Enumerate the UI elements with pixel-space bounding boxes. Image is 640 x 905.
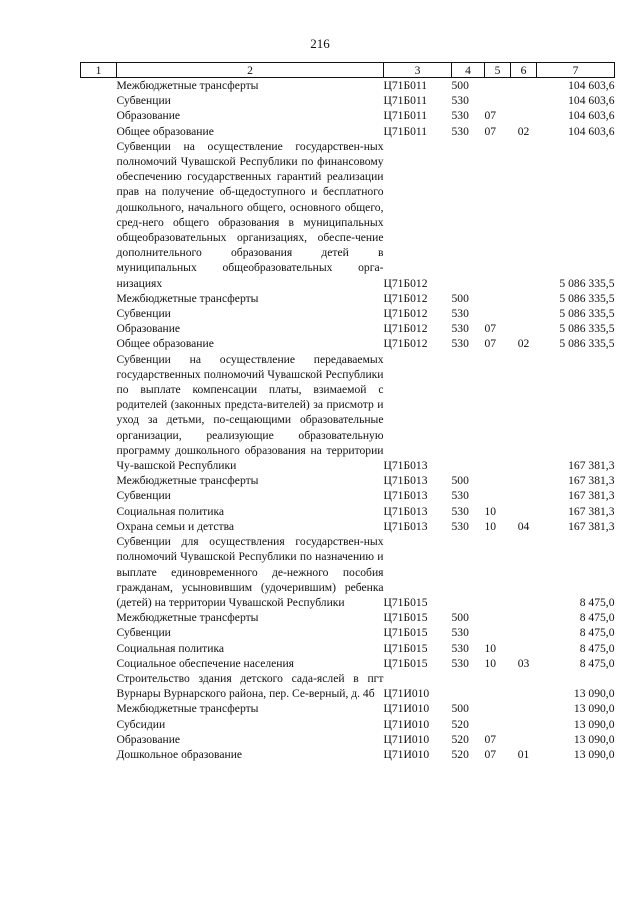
row-number-cell (81, 321, 117, 336)
row-sum: 167 381,3 (568, 504, 615, 518)
row-number-cell (81, 291, 117, 306)
header-col-6: 6 (511, 63, 537, 78)
row-section (485, 534, 511, 610)
row-target-code: Ц71Б012 (383, 307, 428, 321)
row-section: 10 (484, 504, 497, 518)
row-subsection (511, 321, 537, 336)
row-sum: 8 475,0 (579, 626, 615, 640)
table-row (81, 732, 615, 747)
row-name: Образование (116, 322, 181, 336)
row-name-cell (117, 732, 384, 747)
row-sum: 13 090,0 (573, 702, 615, 716)
row-target-code: Ц71Б012 (383, 291, 428, 305)
row-name: Субвенции (116, 307, 171, 321)
row-name-cell (117, 352, 384, 474)
table-row (81, 610, 615, 625)
row-sum: 104 603,6 (568, 109, 615, 123)
row-subsection (511, 717, 537, 732)
header-row (81, 63, 615, 78)
table-row (81, 124, 615, 139)
row-target-code: Ц71Б011 (383, 94, 428, 108)
table-row (81, 306, 615, 321)
row-section: 10 (484, 656, 497, 670)
row-subsection: 02 (517, 337, 530, 351)
row-name-cell (117, 625, 384, 640)
row-sum: 13 090,0 (573, 717, 615, 731)
row-name: Субвенции на осуществление передаваемых государственных полномочий Чувашской Республики по выплате компенсации платы, взимаемой с родителей (законных предста-вителей) за присмотр и уход за детьми, по-сещающими образовательные организации, реализующие образовательную программу дошкольного образования на территории Чу-вашской Республики (116, 352, 384, 473)
row-name: Социальная политика (116, 504, 225, 518)
table-row (81, 108, 615, 123)
header-col-3: 3 (384, 63, 452, 78)
row-target-code: Ц71И010 (383, 702, 430, 716)
row-number-cell (81, 701, 117, 716)
table-row (81, 321, 615, 336)
row-number-cell (81, 124, 117, 139)
row-number-cell (81, 671, 117, 701)
row-name: Межбюджетные трансферты (116, 702, 259, 716)
header-col-1: 1 (81, 63, 117, 78)
row-name: Межбюджетные трансферты (116, 291, 259, 305)
row-number-cell (81, 519, 117, 534)
row-target-code: Ц71Б013 (383, 474, 428, 488)
row-subsection (511, 625, 537, 640)
row-number-cell (81, 336, 117, 351)
row-number-cell (81, 78, 117, 94)
row-name-cell (117, 93, 384, 108)
row-section: 10 (484, 641, 497, 655)
row-name: Общее образование (116, 337, 214, 351)
row-name-cell (117, 336, 384, 351)
row-expense-type: 530 (451, 519, 469, 533)
row-name: Социальное обеспечение населения (116, 656, 295, 670)
row-expense-type (452, 534, 485, 610)
row-name-cell (117, 641, 384, 656)
row-sum: 167 381,3 (568, 489, 615, 503)
row-number-cell (81, 139, 117, 291)
row-name-cell (117, 671, 384, 701)
row-section (485, 78, 511, 94)
row-name-cell (117, 124, 384, 139)
row-name: Межбюджетные трансферты (116, 79, 259, 92)
table-row (81, 352, 615, 474)
row-sum: 167 381,3 (568, 519, 615, 533)
row-target-code: Ц71Б015 (383, 611, 428, 625)
row-name: Субвенции на осуществление государствен-ных полномочий Чувашской Республики по финансовому обеспечению государственных гарантий реализации прав на получение об-щедоступного и бесплатного дошкольного, начального общего, основного общего, сред-него общего образования в муниципальных общеобразовательных организациях, обеспе-чение дополнительного образования детей в муниципальных общеобразовательных орга-низациях (116, 139, 384, 290)
row-section (485, 488, 511, 503)
row-expense-type: 520 (451, 717, 469, 731)
row-subsection (511, 78, 537, 94)
row-name: Дошкольное образование (116, 747, 243, 761)
row-name: Строительство здания детского сада-яслей в пгт Вурнары Вурнарского района, пер. Се-верный, д. 4б (116, 671, 384, 701)
row-number-cell (81, 504, 117, 519)
row-expense-type: 530 (451, 656, 469, 670)
row-section (485, 352, 511, 474)
row-name-cell (117, 747, 384, 762)
row-subsection (511, 306, 537, 321)
table-row (81, 519, 615, 534)
row-name: Образование (116, 732, 181, 746)
row-name: Охрана семьи и детства (116, 519, 235, 533)
row-name-cell (117, 610, 384, 625)
table-body (81, 78, 615, 763)
row-sum: 8 475,0 (579, 656, 615, 670)
row-name-cell (117, 488, 384, 503)
row-name-cell (117, 321, 384, 336)
table-row (81, 291, 615, 306)
row-target-code: Ц71Б013 (383, 459, 428, 473)
row-section (485, 306, 511, 321)
row-subsection: 03 (517, 656, 530, 670)
row-name-cell (117, 473, 384, 488)
row-name: Социальная политика (116, 641, 225, 655)
row-sum: 5 086 335,5 (559, 291, 615, 305)
row-target-code: Ц71И010 (383, 732, 430, 746)
table-row (81, 641, 615, 656)
row-section (485, 701, 511, 716)
row-target-code: Ц71Б015 (383, 595, 428, 609)
row-expense-type: 530 (451, 504, 469, 518)
row-expense-type: 530 (451, 124, 469, 138)
row-sum: 5 086 335,5 (559, 276, 615, 290)
row-subsection (511, 641, 537, 656)
row-subsection (511, 488, 537, 503)
table-row (81, 336, 615, 351)
row-section: 07 (484, 109, 497, 123)
row-number-cell (81, 93, 117, 108)
row-name: Межбюджетные трансферты (116, 474, 259, 488)
row-expense-type: 520 (451, 747, 469, 761)
row-section (485, 717, 511, 732)
row-sum: 13 090,0 (573, 687, 615, 701)
row-name: Субвенции (116, 626, 171, 640)
row-name: Субвенции (116, 94, 171, 108)
row-sum: 13 090,0 (573, 747, 615, 761)
table-row (81, 701, 615, 716)
row-expense-type (452, 352, 485, 474)
row-section: 07 (484, 747, 497, 761)
row-target-code: Ц71Б013 (383, 504, 428, 518)
row-number-cell (81, 534, 117, 610)
row-number-cell (81, 641, 117, 656)
row-expense-type: 530 (451, 641, 469, 655)
row-subsection (511, 701, 537, 716)
row-name: Общее образование (116, 124, 214, 138)
row-expense-type (452, 139, 485, 291)
row-expense-type: 530 (451, 337, 469, 351)
row-number-cell (81, 306, 117, 321)
row-subsection: 04 (517, 519, 530, 533)
table-row (81, 656, 615, 671)
row-target-code: Ц71Б012 (383, 337, 428, 351)
table-row (81, 534, 615, 610)
header-col-4: 4 (452, 63, 485, 78)
table-row (81, 671, 615, 701)
row-target-code: Ц71Б011 (383, 124, 428, 138)
row-expense-type: 500 (451, 79, 469, 92)
table-row (81, 473, 615, 488)
row-name-cell (117, 656, 384, 671)
row-target-code: Ц71Б012 (383, 276, 428, 290)
row-target-code: Ц71Б011 (383, 79, 428, 92)
row-number-cell (81, 732, 117, 747)
row-section (485, 473, 511, 488)
row-sum: 5 086 335,5 (559, 307, 615, 321)
page-number: 216 (310, 36, 330, 51)
row-number-cell (81, 488, 117, 503)
table-row (81, 747, 615, 762)
row-name-cell (117, 78, 384, 94)
row-subsection: 02 (517, 124, 530, 138)
row-sum: 167 381,3 (568, 474, 615, 488)
header-col-5: 5 (485, 63, 511, 78)
row-number-cell (81, 625, 117, 640)
row-section (485, 139, 511, 291)
row-number-cell (81, 656, 117, 671)
row-subsection (511, 291, 537, 306)
header-col-2: 2 (117, 63, 384, 78)
table-row (81, 504, 615, 519)
row-sum: 8 475,0 (579, 595, 615, 609)
row-sum: 8 475,0 (579, 641, 615, 655)
row-expense-type: 500 (451, 611, 469, 625)
row-sum: 13 090,0 (573, 732, 615, 746)
row-section (485, 93, 511, 108)
row-section (485, 610, 511, 625)
row-number-cell (81, 473, 117, 488)
row-section: 07 (484, 732, 497, 746)
row-expense-type: 530 (451, 307, 469, 321)
row-name-cell (117, 701, 384, 716)
row-expense-type: 530 (451, 322, 469, 336)
row-name: Субсидии (116, 717, 166, 731)
row-expense-type: 530 (451, 626, 469, 640)
row-section (485, 671, 511, 701)
row-subsection (511, 610, 537, 625)
row-subsection (511, 93, 537, 108)
row-name-cell (117, 717, 384, 732)
row-target-code: Ц71Б015 (383, 626, 428, 640)
row-target-code: Ц71И010 (383, 717, 430, 731)
row-name: Субвенции для осуществления государствен-ных полномочий Чувашской Республики по назначению и выплате единовременного де-нежного пособия гражданам, усыновившим (удочерившим) ребенка (детей) на территории Чувашской Республики (116, 535, 384, 609)
row-target-code: Ц71Б013 (383, 519, 428, 533)
row-subsection: 01 (517, 747, 530, 761)
row-expense-type: 530 (451, 489, 469, 503)
row-section: 07 (484, 124, 497, 138)
row-sum: 167 381,3 (568, 459, 615, 473)
row-number-cell (81, 610, 117, 625)
row-target-code: Ц71И010 (383, 747, 430, 761)
row-number-cell (81, 352, 117, 474)
row-name-cell (117, 519, 384, 534)
row-subsection (511, 534, 537, 610)
row-section: 07 (484, 337, 497, 351)
row-subsection (511, 139, 537, 291)
row-name-cell (117, 534, 384, 610)
row-expense-type: 530 (451, 94, 469, 108)
row-name: Образование (116, 109, 181, 123)
row-name: Субвенции (116, 489, 171, 503)
row-target-code: Ц71Б012 (383, 322, 428, 336)
row-expense-type: 500 (451, 474, 469, 488)
row-name-cell (117, 306, 384, 321)
row-name: Межбюджетные трансферты (116, 611, 259, 625)
row-subsection (511, 671, 537, 701)
table-row (81, 625, 615, 640)
table-row (81, 78, 615, 94)
row-expense-type: 500 (451, 291, 469, 305)
row-target-code: Ц71Б011 (383, 109, 428, 123)
table-row (81, 139, 615, 291)
row-subsection (511, 504, 537, 519)
row-number-cell (81, 747, 117, 762)
row-target-code: Ц71Б015 (383, 656, 428, 670)
row-name-cell (117, 291, 384, 306)
row-sum: 104 603,6 (568, 124, 615, 138)
table-row (81, 488, 615, 503)
row-subsection (511, 108, 537, 123)
row-expense-type: 520 (451, 732, 469, 746)
row-sum: 104 603,6 (568, 79, 615, 92)
row-target-code: Ц71Б015 (383, 641, 428, 655)
row-sum: 5 086 335,5 (559, 322, 615, 336)
row-subsection (511, 352, 537, 474)
row-name-cell (117, 108, 384, 123)
row-subsection (511, 732, 537, 747)
row-number-cell (81, 108, 117, 123)
row-section (485, 625, 511, 640)
row-section (485, 291, 511, 306)
budget-table (80, 62, 615, 762)
row-number-cell (81, 717, 117, 732)
row-expense-type (452, 671, 485, 701)
row-sum: 5 086 335,5 (559, 337, 615, 351)
row-subsection (511, 473, 537, 488)
row-name-cell (117, 504, 384, 519)
row-sum: 104 603,6 (568, 94, 615, 108)
row-target-code: Ц71Б013 (383, 489, 428, 503)
table-row (81, 717, 615, 732)
row-target-code: Ц71И010 (383, 687, 430, 701)
row-name-cell (117, 139, 384, 291)
header-col-7: 7 (537, 63, 615, 78)
row-sum: 8 475,0 (579, 611, 615, 625)
row-section: 10 (484, 519, 497, 533)
row-expense-type: 530 (451, 109, 469, 123)
table-row (81, 93, 615, 108)
row-expense-type: 500 (451, 702, 469, 716)
row-section: 07 (484, 322, 497, 336)
